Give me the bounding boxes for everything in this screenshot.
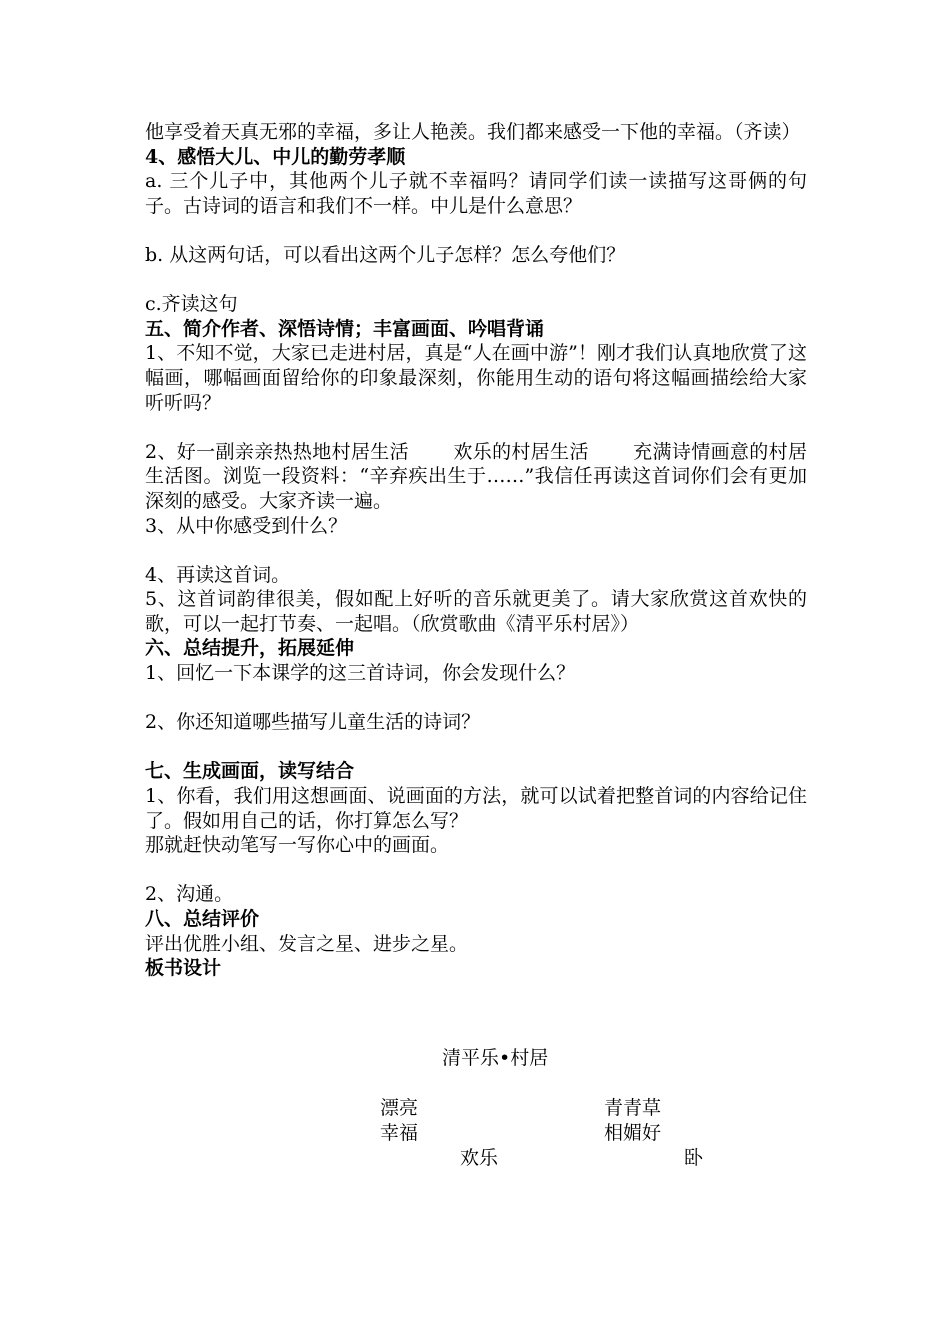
blank-line — [145, 858, 807, 883]
section-heading: 板书设计 — [145, 957, 222, 980]
paragraph: 4、再读这首词。 — [145, 563, 291, 586]
board-word: 青青草 — [604, 1097, 662, 1119]
paragraph: 评出优胜小组、发言之星、进步之星。 — [145, 932, 469, 955]
paragraph: 2、你还知道哪些描写儿童生活的诗词？ — [145, 711, 481, 734]
paragraph: 那就赶快动笔写一写你心中的画面。 — [145, 834, 450, 857]
blank-line — [145, 735, 807, 760]
blank-line — [145, 686, 807, 711]
board-word: 欢乐 — [460, 1147, 499, 1169]
paragraph-segment: 2、好一副亲亲热热地村居生活 — [145, 440, 410, 463]
paragraph: 3、从中你感受到什么？ — [145, 514, 348, 537]
blank-line — [145, 415, 807, 440]
board-word: 卧 — [684, 1147, 704, 1169]
paragraph: 2、沟通。 — [145, 883, 234, 906]
paragraph-segment: 充满诗情画意的村居生活图。浏览一段资料：“辛弃疾出生于……”我信任再读这首词你们会有更加深刻的感受。大家齐读一遍。 — [145, 440, 807, 512]
document-body — [145, 120, 807, 981]
paragraph-segment: 欢乐的村居生活 — [453, 440, 589, 463]
paragraph: 5、这首词韵律很美，假如配上好听的音乐就更美了。请大家欣赏这首欢快的歌，可以一起打节奏、一起唱。（欣赏歌曲《清平乐村居》） — [145, 588, 807, 635]
board-title: 清平乐•村居 — [442, 1047, 549, 1069]
section-heading: 八、总结评价 — [145, 908, 260, 930]
board-word: 漂亮 — [380, 1097, 419, 1119]
blank-line — [145, 218, 807, 243]
section-heading: 4、感悟大儿、中儿的勤劳孝顺 — [145, 145, 406, 168]
section-heading: 七、生成画面，读写结合 — [145, 760, 355, 783]
blank-line — [145, 538, 807, 563]
paragraph: b. 从这两句话，可以看出这两个儿子怎样？怎么夸他们？ — [145, 243, 626, 266]
section-heading: 六、总结提升，拓展延伸 — [145, 637, 355, 660]
board-word: 幸福 — [380, 1122, 419, 1144]
paragraph: 1、回忆一下本课学的这三首诗词，你会发现什么？ — [145, 662, 576, 685]
blank-line — [145, 268, 807, 293]
paragraph: 1、你看，我们用这想画面、说画面的方法，就可以试着把整首词的内容给记住了。假如用自己的话，你打算怎么写？ — [145, 785, 807, 832]
paragraph: 1、不知不觉，大家已走进村居，真是“人在画中游”！刚才我们认真地欣赏了这幅画，哪幅画面留给你的印象最深刻，你能用生动的语句将这幅画描绘给大家听听吗？ — [145, 342, 807, 414]
paragraph: 他享受着天真无邪的幸福，多让人艳羡。我们都来感受一下他的幸福。（齐读） — [145, 121, 801, 143]
section-heading: 五、简介作者、深悟诗情；丰富画面、吟唱背诵 — [145, 317, 545, 340]
paragraph: c.齐读这句 — [145, 293, 238, 316]
paragraph — [145, 440, 807, 514]
paragraph: a. 三个儿子中，其他两个儿子就不幸福吗？请同学们读一读描写这哥俩的句子。古诗词的语言和我们不一样。中儿是什么意思？ — [145, 170, 807, 217]
board-word: 相媚好 — [604, 1122, 662, 1144]
